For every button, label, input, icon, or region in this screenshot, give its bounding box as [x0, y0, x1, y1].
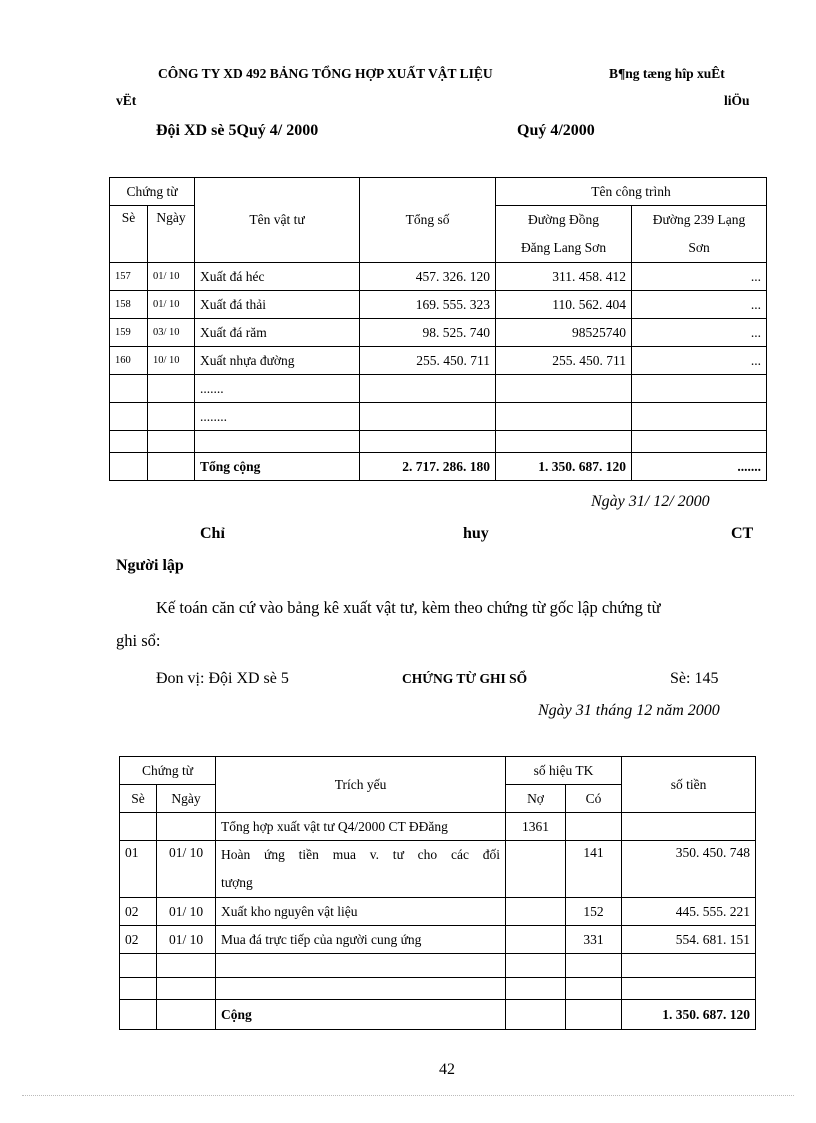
cell-dots: ........: [195, 403, 360, 431]
cell-ct2: ...: [632, 291, 767, 319]
cell-ten: Xuất đá thải: [195, 291, 360, 319]
cell-co: 331: [566, 926, 622, 954]
cell-so: 160: [110, 347, 148, 375]
total-label: Cộng: [216, 1000, 506, 1030]
page-number: 42: [439, 1061, 455, 1078]
cell-ngay: 01/ 10: [148, 263, 195, 291]
cell-so: 157: [110, 263, 148, 291]
table-row: [110, 403, 767, 431]
ct1-line1: Đường Đồng: [527, 212, 600, 227]
cell-ct1: 311. 458. 412: [496, 263, 632, 291]
cell-ct2: ...: [632, 347, 767, 375]
cell-ct1: 98525740: [496, 319, 632, 347]
cell-co: 141: [566, 841, 622, 898]
paragraph-line-2: ghi sổ:: [116, 631, 161, 650]
sign-ct: CT: [731, 525, 754, 542]
cell-ct1: 110. 562. 404: [496, 291, 632, 319]
total-row: [110, 453, 767, 481]
cell-ngay: 01/ 10: [157, 926, 216, 954]
cell-trich: Mua đá trực tiếp của người cung ứng: [216, 926, 506, 954]
header-chung-tu: Chứng từ: [110, 178, 195, 206]
cell-tien: 554. 681. 151: [622, 926, 756, 954]
cell-so: 02: [120, 926, 157, 954]
cell-ngay: 03/ 10: [148, 319, 195, 347]
cell-trich-line1: Hoàn ứng tiền mua v. tư cho các đối: [221, 847, 501, 862]
header-tong-so: Tổng số: [360, 178, 496, 263]
total-label: Tổng cộng: [195, 453, 360, 481]
total-tong: 2. 717. 286. 180: [360, 453, 496, 481]
cell-trich: [216, 841, 506, 898]
voucher-table: [119, 756, 756, 1030]
header-so-hieu: số hiệu TK: [506, 757, 622, 785]
page-bottom-divider: [22, 1095, 794, 1096]
header-ten-cong-trinh: Tên công trình: [496, 178, 767, 206]
cell-dots: .......: [195, 375, 360, 403]
cell-ngay: 01/ 10: [148, 291, 195, 319]
header-so-tien: số tiền: [622, 757, 756, 813]
table-row: [110, 263, 767, 291]
header-so: Sè: [120, 785, 157, 813]
ct2-line1: Đường 239 Lạng: [652, 212, 746, 227]
cell-ngay: 01/ 10: [157, 898, 216, 926]
cell-ngay: 01/ 10: [157, 841, 216, 898]
cell-so: 158: [110, 291, 148, 319]
header-cong-trinh-2: [632, 206, 767, 263]
voucher-date: Ngày 31 tháng 12 năm 2000: [538, 702, 720, 719]
header-ngay: Ngày: [157, 785, 216, 813]
voucher-unit: Đon vị: Đội XD sè 5: [156, 670, 289, 687]
cell-no: 1361: [506, 813, 566, 841]
cell-so: 159: [110, 319, 148, 347]
sign-huy: huy: [463, 525, 489, 542]
header-trich-yeu: Trích yếu: [216, 757, 506, 813]
voucher-number: Sè: 145: [670, 670, 719, 687]
cell-ct2: ...: [632, 263, 767, 291]
cell-so: 02: [120, 898, 157, 926]
table-row: [120, 926, 756, 954]
garbled-title-right: B¶ng tæng hîp xuÊt: [609, 66, 725, 81]
header-no: Nợ: [506, 785, 566, 813]
sign-nguoi-lap: Người lập: [116, 557, 184, 574]
header-co: Có: [566, 785, 622, 813]
cell-tong: 457. 326. 120: [360, 263, 496, 291]
header-ngay: Ngày: [148, 206, 195, 263]
total-row: [120, 1000, 756, 1030]
ct1-line2: Đăng Lang Sơn: [520, 240, 607, 255]
cell-trich-line2: tượng: [221, 875, 253, 890]
quarter-label: Quý 4/2000: [517, 122, 595, 139]
garbled-title-left: vËt: [116, 93, 137, 108]
cell-tong: 98. 525. 740: [360, 319, 496, 347]
cell-tien: 350. 450. 748: [622, 841, 756, 898]
garbled-title-right-2: liÖu: [724, 93, 750, 108]
total-ct2: .......: [632, 453, 767, 481]
table-row: [110, 347, 767, 375]
cell-ten: Xuất nhựa đường: [195, 347, 360, 375]
table-row: [120, 813, 756, 841]
total-tien: 1. 350. 687. 120: [622, 1000, 756, 1030]
table-row: [110, 431, 767, 453]
voucher-title: CHỨNG TỪ GHI SỔ: [402, 671, 528, 686]
table-row: [110, 291, 767, 319]
cell-ct2: ...: [632, 319, 767, 347]
table-row: [120, 954, 756, 978]
header-cong-trinh-1: [496, 206, 632, 263]
material-summary-table: [109, 177, 767, 481]
company-title: CÔNG TY XD 492 BẢNG TỔNG HỢP XUẤT VẬT LIỆU: [158, 66, 493, 81]
table-row: [120, 978, 756, 1000]
total-ct1: 1. 350. 687. 120: [496, 453, 632, 481]
cell-so: 01: [120, 841, 157, 898]
cell-tien: 445. 555. 221: [622, 898, 756, 926]
cell-ten: Xuất đá héc: [195, 263, 360, 291]
cell-ten: Xuất đá răm: [195, 319, 360, 347]
header-ten-vat-tu: Tên vật tư: [195, 178, 360, 263]
ct2-line2: Sơn: [688, 240, 710, 255]
table-row: [110, 319, 767, 347]
cell-tong: 255. 450. 711: [360, 347, 496, 375]
cell-ngay: 10/ 10: [148, 347, 195, 375]
cell-tong: 169. 555. 323: [360, 291, 496, 319]
sign-chi: Chỉ: [200, 525, 225, 542]
table-row: [120, 841, 756, 898]
cell-co: 152: [566, 898, 622, 926]
header-so: Sè: [110, 206, 148, 263]
unit-name: Đội XD sè 5Quý 4/ 2000: [156, 122, 319, 139]
cell-trich: Xuất kho nguyên vật liệu: [216, 898, 506, 926]
cell-ct1: 255. 450. 711: [496, 347, 632, 375]
paragraph-line-1: Kế toán căn cứ vào bảng kê xuất vật tư, kèm theo chứng từ gốc lập chứng từ: [156, 598, 661, 617]
table-row: [110, 375, 767, 403]
table-row: [120, 898, 756, 926]
header-chung-tu: Chứng từ: [120, 757, 216, 785]
cell-trich: Tổng hợp xuất vật tư Q4/2000 CT ĐĐăng: [216, 813, 506, 841]
report-date: Ngày 31/ 12/ 2000: [591, 493, 710, 510]
